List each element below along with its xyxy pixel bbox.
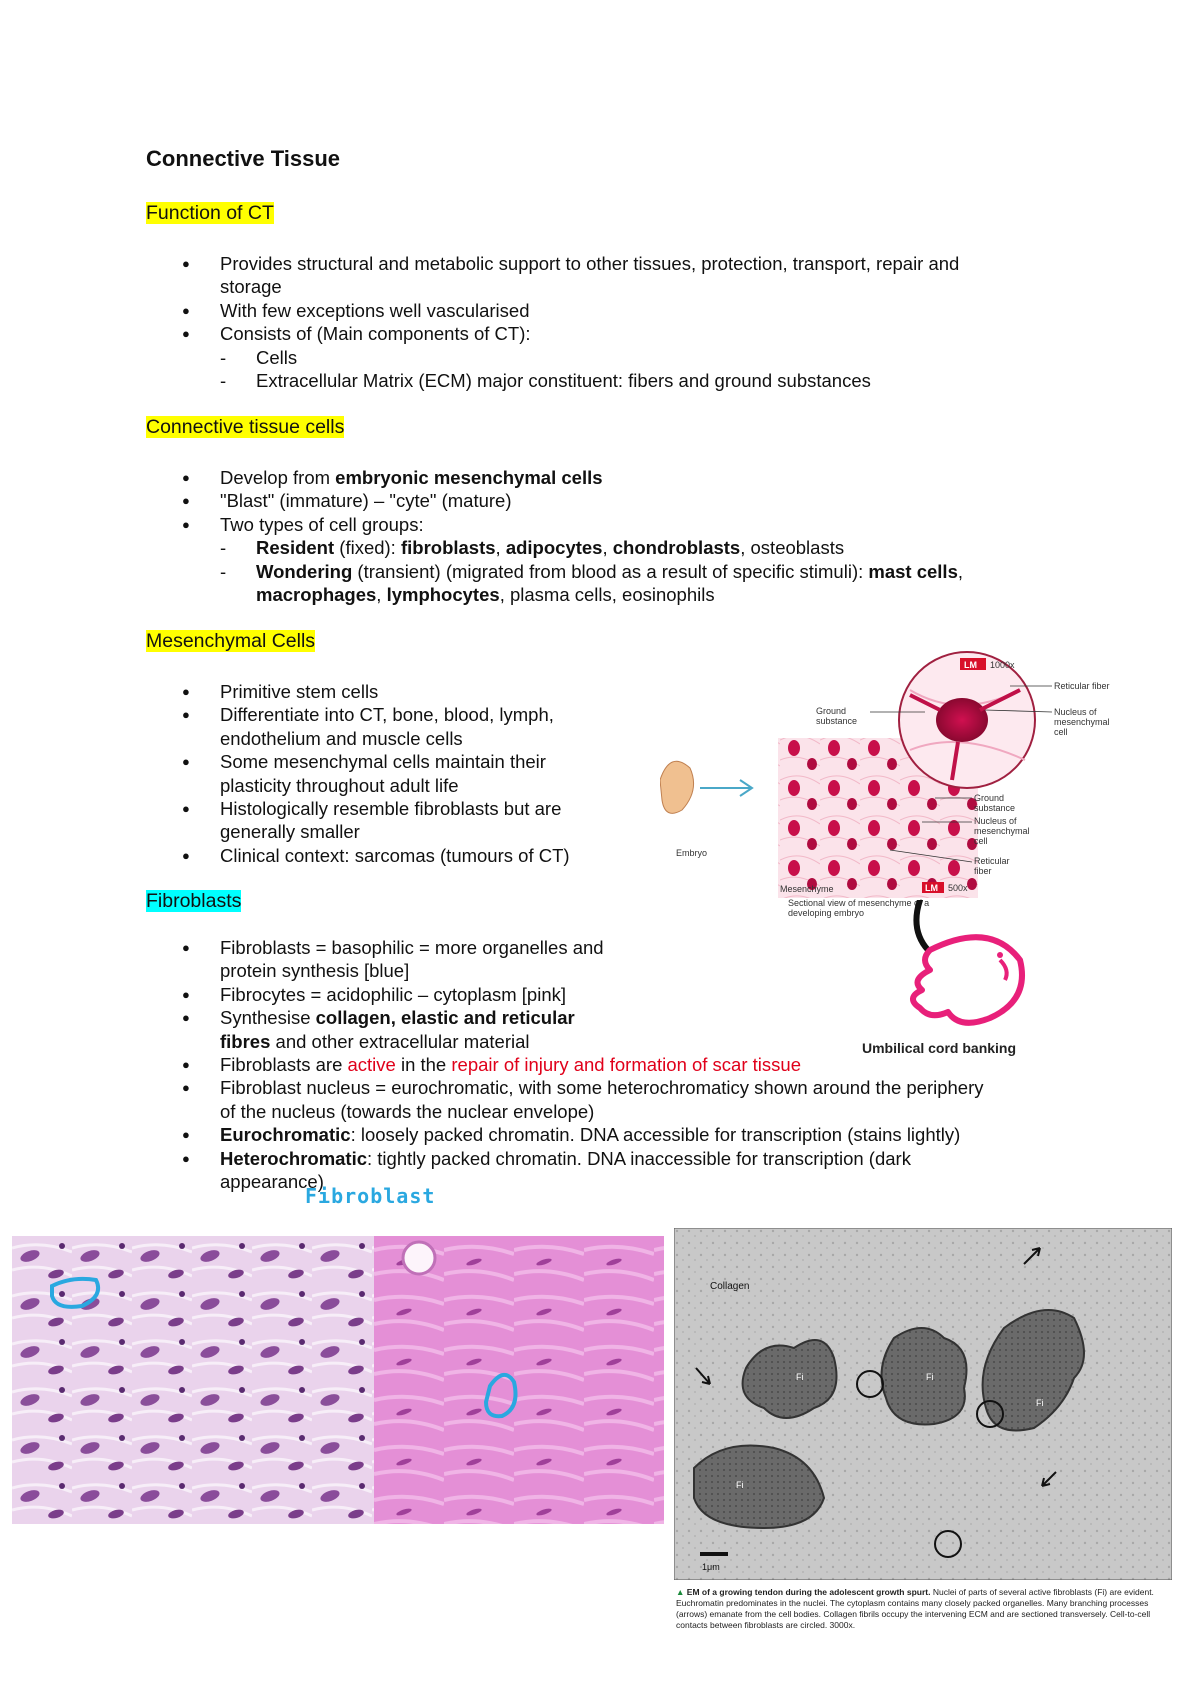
list-item: - Cells bbox=[146, 346, 1146, 369]
list-item: ● Fibroblasts are active in the repair of injury and formation of scar tissue bbox=[146, 1053, 1146, 1076]
drawing-caption: Umbilical cord banking bbox=[862, 1040, 1017, 1056]
mesenchyme-illustration bbox=[660, 650, 1110, 930]
magnification-label: 1000x bbox=[990, 660, 1015, 670]
histology-micrograph-left bbox=[12, 1236, 374, 1524]
section-heading-mesenchymal: Mesenchymal Cells bbox=[146, 630, 316, 652]
em-caption: ▲ EM of a growing tendon during the adolescent growth spurt. Nuclei of parts of several active fibroblasts (Fi) are evident. Euchromatin predominates in the nuclei. The cytoplasm contains many closely packed organelles. Many branching processes (arrows) emanate from the cell bodies. Collagen fibrils occupy the intervening ECM and are sectioned transversely. Cell-to-cell contacts between fibroblasts are circled. 3000x. bbox=[676, 1587, 1154, 1630]
list-item: ● Some mesenchymal cells maintain their plasticity throughout adult life bbox=[146, 750, 706, 797]
em-image bbox=[674, 1228, 1172, 1580]
arrow-icon bbox=[700, 780, 752, 796]
label-embryo: Embryo bbox=[676, 848, 708, 858]
list-item: ● Primitive stem cells bbox=[146, 680, 706, 703]
list-item: ● Histologically resemble fibroblasts but are generally smaller bbox=[146, 797, 706, 844]
label-nucleus: Nucleus of mesenchymal cell bbox=[1054, 707, 1110, 737]
label-fi: Fi bbox=[736, 1480, 744, 1490]
function-list bbox=[146, 252, 1146, 392]
list-item: ● Heterochromatic: tightly packed chromatin. DNA inaccessible for transcription (dark appearance) bbox=[146, 1147, 1146, 1194]
list-item: ● Provides structural and metabolic support to other tissues, protection, transport, repair and storage bbox=[146, 252, 1146, 299]
histology-image-right bbox=[374, 1236, 664, 1524]
label-fi: Fi bbox=[926, 1372, 934, 1382]
list-item: ● Fibroblasts = basophilic = more organelles and protein synthesis [blue] bbox=[146, 936, 1146, 983]
hand-drawn-embryo bbox=[850, 900, 1090, 1060]
list-item: ● Fibroblast nucleus = eurochromatic, with some heterochromaticy shown around the periphery of the nucleus (towards the nuclear envelope) bbox=[146, 1076, 1146, 1123]
list-item: ● "Blast" (immature) – "cyte" (mature) bbox=[146, 489, 1146, 512]
section-heading-function: Function of CT bbox=[146, 202, 274, 224]
list-item: ● Eurochromatic: loosely packed chromatin. DNA accessible for transcription (stains lightly) bbox=[146, 1123, 1146, 1146]
label-collagen: Collagen bbox=[710, 1281, 750, 1292]
label-mesenchyme: Mesenchyme bbox=[780, 884, 834, 894]
list-item: ● Two types of cell groups: bbox=[146, 513, 1146, 536]
cells-list bbox=[146, 466, 1146, 606]
label-ground-substance: Ground substance bbox=[816, 706, 858, 726]
histology-micrograph-right bbox=[374, 1236, 664, 1524]
list-item: - Extracellular Matrix (ECM) major constituent: fibers and ground substances bbox=[146, 369, 1146, 392]
page-title: Connective Tissue bbox=[146, 146, 340, 171]
figure-caption: Sectional view of mesenchyme of a developing embryo bbox=[788, 898, 930, 918]
list-item: ● Clinical context: sarcomas (tumours of CT) bbox=[146, 844, 706, 867]
list-item: ● Synthesise collagen, elastic and reticular fibres and other extracellular material bbox=[146, 1006, 1146, 1053]
label-reticular-2: Reticular fiber bbox=[974, 856, 1010, 876]
mesenchymal-list bbox=[146, 680, 706, 867]
list-item: - Resident (fixed): fibroblasts, adipocytes, chondroblasts, osteoblasts bbox=[146, 536, 1146, 559]
label-fi: Fi bbox=[1036, 1398, 1044, 1408]
list-item: ● Fibrocytes = acidophilic – cytoplasm [pink] bbox=[146, 983, 1146, 1006]
label-reticular-fiber: Reticular fiber bbox=[1054, 681, 1110, 691]
label-ground-substance-2: Ground substance bbox=[974, 793, 1016, 813]
list-item: ● Develop from embryonic mesenchymal cells bbox=[146, 466, 1146, 489]
scale-bar-icon bbox=[700, 1552, 728, 1556]
lm-badge: LM bbox=[925, 883, 938, 893]
histology-image-left bbox=[12, 1236, 374, 1524]
magnification-label: 500x bbox=[948, 883, 968, 893]
scale-bar-label: 1μm bbox=[702, 1562, 720, 1572]
embryo-icon bbox=[660, 761, 694, 813]
lm-badge: LM bbox=[964, 660, 977, 670]
section-heading-fibroblasts: Fibroblasts bbox=[146, 890, 242, 912]
list-item: ● Consists of (Main components of CT): bbox=[146, 322, 1146, 345]
label-nucleus-2: Nucleus of mesenchymal cell bbox=[974, 816, 1030, 846]
embryo-drawing-icon bbox=[850, 900, 1090, 1040]
section-heading-cells: Connective tissue cells bbox=[146, 416, 345, 438]
list-item: - Wondering (transient) (migrated from blood as a result of specific stimuli): mast cells, macrophages, lymphocytes, plasma cells, eosinophils bbox=[146, 560, 1146, 607]
handwritten-fibroblast-label: Fibroblast bbox=[305, 1184, 436, 1208]
list-item: ● Differentiate into CT, bone, blood, lymph, endothelium and muscle cells bbox=[146, 703, 706, 750]
list-item: ● With few exceptions well vascularised bbox=[146, 299, 1146, 322]
label-fi: Fi bbox=[796, 1372, 804, 1382]
mesenchyme-figure bbox=[660, 650, 1110, 930]
